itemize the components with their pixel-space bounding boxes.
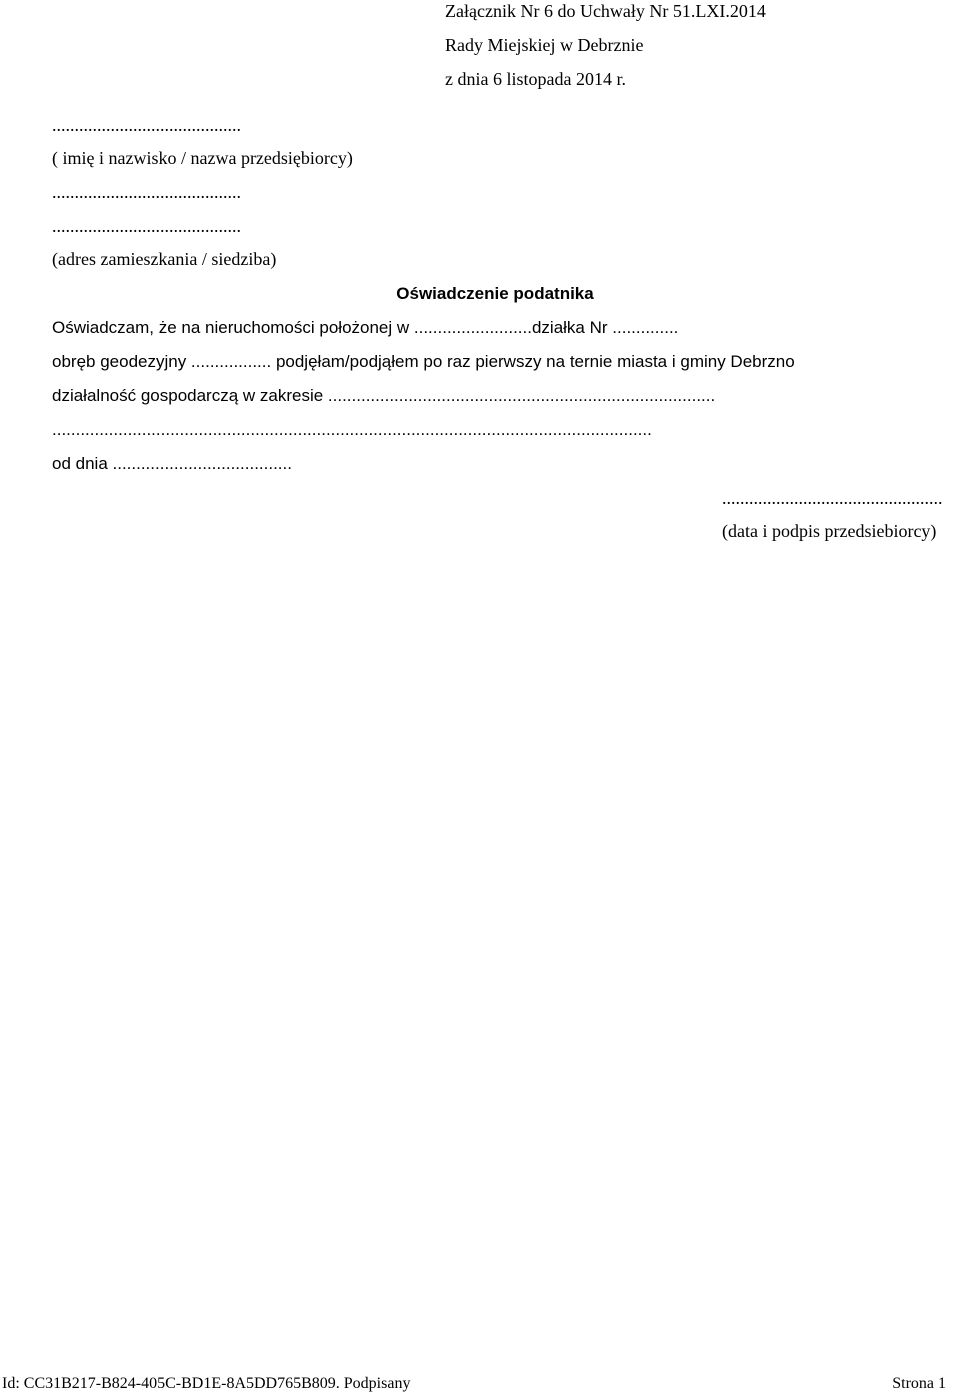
- resolution-date: z dnia 6 listopada 2014 r.: [445, 69, 626, 89]
- council-name: Rady Miejskiej w Debrznie: [445, 35, 644, 55]
- document-title: Oświadczenie podatnika: [396, 284, 594, 303]
- attachment-heading: Załącznik Nr 6 do Uchwały Nr 51.LXI.2014: [445, 1, 766, 21]
- address-dotted-line-1: ..........................................: [52, 182, 241, 202]
- page-number: Strona 1: [892, 1375, 946, 1392]
- page-footer: [0, 1374, 960, 1393]
- body-line-4: ...............................................................................................................................: [52, 420, 652, 439]
- body-line-3: działalność gospodarczą w zakresie ..................................................................................: [52, 386, 716, 405]
- body-line-5: od dnia ......................................: [52, 454, 292, 473]
- body-line-2: obręb geodezyjny ................. podjęłam/podjąłem po raz pierwszy na ternie miasta i gminy Debrzno: [52, 352, 795, 371]
- body-line-1: Oświadczam, że na nieruchomości położonej w .........................działka Nr ..............: [52, 318, 679, 337]
- address-dotted-line-2: ..........................................: [52, 216, 241, 236]
- document-id: Id: CC31B217-B824-405C-BD1E-8A5DD765B809. Podpisany: [2, 1375, 411, 1392]
- signature-dotted-line: .................................................: [722, 488, 943, 508]
- address-caption: (adres zamieszkania / siedziba): [52, 249, 277, 269]
- name-dotted-line: ..........................................: [52, 115, 241, 135]
- name-caption: ( imię i nazwisko / nazwa przedsiębiorcy): [52, 148, 353, 168]
- signature-caption: (data i podpis przedsiebiorcy): [722, 521, 937, 541]
